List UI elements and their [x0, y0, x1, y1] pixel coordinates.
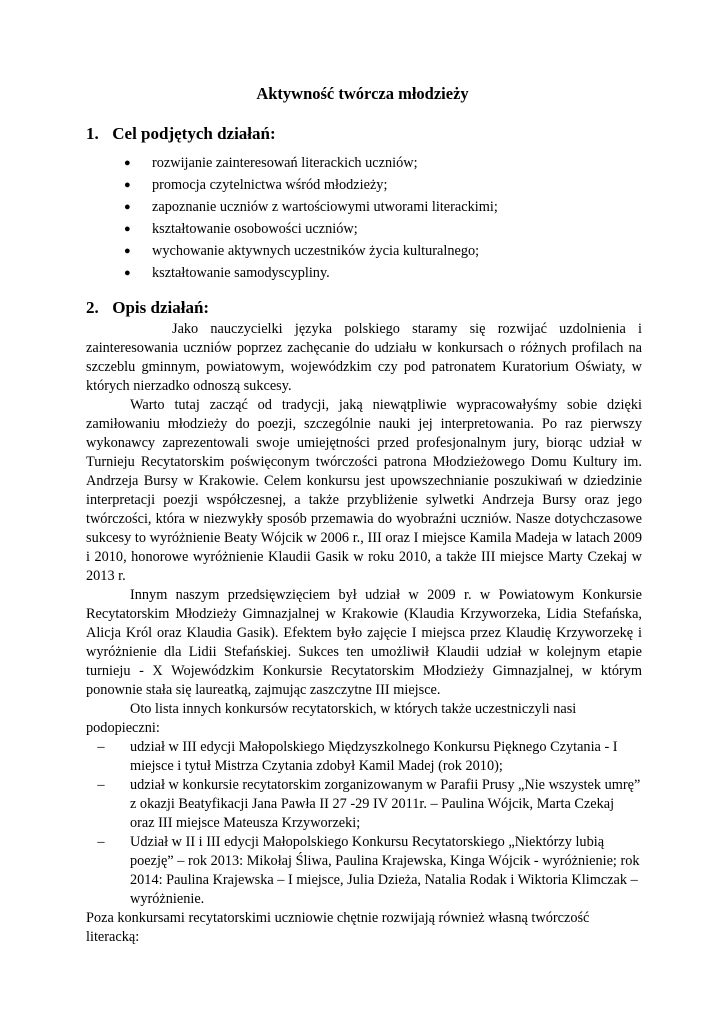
list-item [124, 196, 498, 218]
section-1-heading-text: Cel podjętych działań: [112, 124, 276, 143]
list-item [124, 152, 498, 174]
list-item-text: udział w III edycji Małopolskiego Międzyszkolnego Konkursu Pięknego Czytania - I miejsce i tytuł Mistrza Czytania zdobył Kamil Madej (rok 2010); [130, 739, 618, 774]
list-item-text: promocja czytelnictwa wśród młodzieży; [152, 177, 388, 193]
list-item-text: zapoznanie uczniów z wartościowymi utworami literackimi; [152, 199, 498, 215]
contests-list [86, 738, 642, 909]
list-item [124, 262, 498, 284]
paragraph-list-intro: Oto lista innych konkursów recytatorskich, w których także uczestniczyli nasi podopieczni: [86, 701, 577, 736]
section-2-body [86, 320, 642, 947]
list-item [124, 174, 498, 196]
list-item-text: udział w konkursie recytatorskim zorganizowanym w Parafii Prusy „Nie wszystek umrę” z okazji Beatyfikacji Jana Pawła II 27 -29 IV 2011r. – Paulina Wójcik, Marta Czekaj oraz III miejsce Mateusza Krzyworzeki; [130, 777, 641, 831]
bullet-icon: ● [124, 201, 131, 213]
list-item [86, 738, 642, 776]
list-item [124, 240, 498, 262]
list-item-text: kształtowanie osobowości uczniów; [152, 221, 358, 237]
bullet-icon: ● [124, 157, 131, 169]
list-item [86, 833, 642, 909]
bullet-icon: ● [124, 245, 131, 257]
section-1-heading [86, 124, 276, 144]
list-item-text: wychowanie aktywnych uczestników życia kulturalnego; [152, 243, 480, 259]
list-item-text: rozwijanie zainteresowań literackich uczniów; [152, 155, 418, 171]
section-2-heading [86, 298, 209, 318]
paragraph-contest: Innym naszym przedsięwzięciem był udział w 2009 r. w Powiatowym Konkursie Recytatorskim Młodzieży Gimnazjalnej w Krakowie (Klaudia Krzyworzeka, Lidia Stefańska, Alicja Król oraz Klaudia Gasik). Efektem było zajęcie I miejsca przez Klaudię Krzyworzekę i wyróżnienie dla Lidii Stefańskiej. Sukces ten umożliwił Klaudii udział w kolejnym etapie turnieju - X Wojewódzkim Konkursie Recytatorskim Młodzieży Gimnazjalnej, w którym ponownie stała się laureatką, zajmując zaszczytne III miejsce. [86, 587, 642, 698]
bullet-icon: ● [124, 223, 131, 235]
paragraph-closing: Poza konkursami recytatorskimi uczniowie chętnie rozwijają również własną twórczość literacką: [86, 910, 590, 945]
goals-list [124, 152, 498, 284]
page-title: Aktywność twórcza młodzieży [256, 84, 469, 103]
dash-icon: – [97, 834, 105, 850]
bullet-icon: ● [124, 179, 131, 191]
dash-icon: – [97, 739, 105, 755]
paragraph-intro: Jako nauczycielki języka polskiego staramy się rozwijać uzdolnienia i zainteresowania uczniów poprzez zachęcanie do udziału w konkursach o różnych profilach na szczeblu gminnym, powiatowym, wojewódzkim czy pod patronatem Kuratorium Oświaty, w których nierzadko odnoszą sukcesy. [86, 321, 642, 394]
section-1-number: 1. [86, 124, 99, 143]
section-2-number: 2. [86, 298, 99, 317]
paragraph-tradition: Warto tutaj zacząć od tradycji, jaką niewątpliwie wypracowałyśmy sobie dzięki zamiłowaniu młodzieży do poezji, szczególnie nauki jej interpretowania. Po raz pierwszy wykonawcy zaprezentowali swoje umiejętności przed profesjonalnym jury, biorąc udział w Turnieju Recytatorskim poświęconym twórczości patrona Młodzieżowego Domu Kultury im. Andrzeja Bursy w Krakowie. Celem konkursu jest upowszechnianie poszukiwań w dziedzinie interpretacji poezji współczesnej, a także przybliżenie sylwetki Andrzeja Bursy oraz jego twórczości, która w niezwykły sposób przemawia do wyobraźni uczniów. Nasze dotychczasowe sukcesy to wyróżnienie Beaty Wójcik w 2006 r., III oraz I miejsce Kamila Madeja w latach 2009 i 2010, honorowe wyróżnienie Klaudii Gasik w roku 2010, a także III miejsce Marty Czekaj w 2013 r. [86, 397, 642, 584]
bullet-icon: ● [124, 267, 131, 279]
section-2-heading-text: Opis działań: [112, 298, 210, 317]
dash-icon: – [97, 777, 105, 793]
list-item-text: Udział w II i III edycji Małopolskiego Konkursu Recytatorskiego „Niektórzy lubią poezję” – rok 2013: Mikołaj Śliwa, Paulina Krajewska, Kinga Wójcik - wyróżnienie; rok 2014: Paulina Krajewska – I miejsce, Julia Dzieża, Natalia Rodak i Wiktoria Klimczak – wyróżnienie. [130, 834, 640, 907]
list-item [124, 218, 498, 240]
list-item [86, 776, 642, 833]
list-item-text: kształtowanie samodyscypliny. [152, 265, 330, 281]
